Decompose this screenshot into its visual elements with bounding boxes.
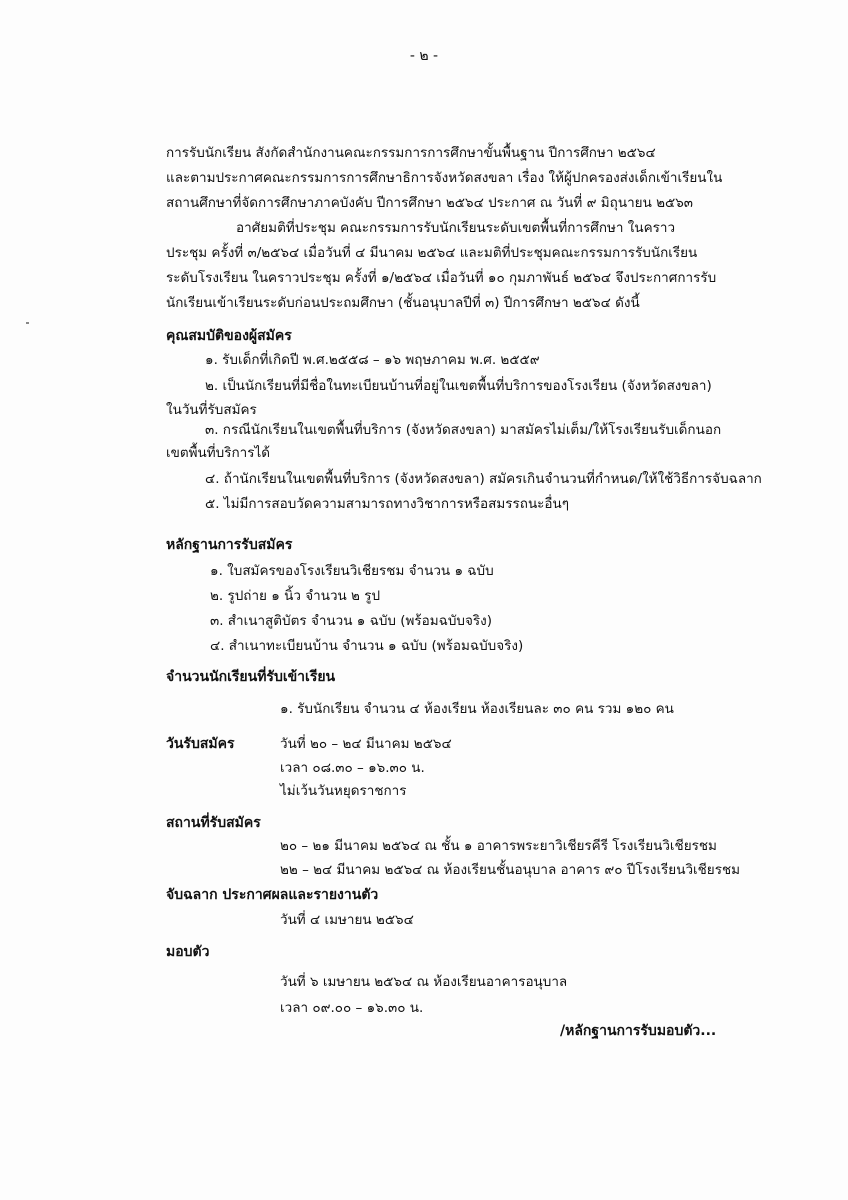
lottery-heading: จับฉลาก ประกาศผลและรายงานตัว [166,887,379,903]
registration-place-line-2: ๒๒ – ๒๔ มีนาคม ๒๕๖๔ ณ ห้องเรียนชั้นอนุบาล อาคาร ๙๐ ปีโรงเรียนวิเชียรชม [280,862,741,878]
qualification-item-3: ๓. กรณีนักเรียนในเขตพื้นที่บริการ (จังหวัดสงขลา) มาสมัครไม่เต็ม/ให้โรงเรียนรับเด็กนอก [205,422,722,438]
report-time: เวลา ๐๙.๐๐ – ๑๖.๓๐ น. [280,1000,424,1016]
intro-line-6: ระดับโรงเรียน ในคราวประชุม ครั้งที่ ๑/๒๕๖๔ เมื่อวันที่ ๑๐ กุมภาพันธ์ ๒๕๖๔ จึงประกาศการรับ [166,270,717,286]
intro-line-7: นักเรียนเข้าเรียนระดับก่อนประถมศึกษา (ชั้นอนุบาลปีที่ ๓) ปีการศึกษา ๒๕๖๔ ดังนี้ [166,295,640,311]
intro-line-4: อาศัยมติที่ประชุม คณะกรรมการรับนักเรียนระดับเขตพื้นที่การศึกษา ในคราว [236,220,676,236]
quota-item-1: ๑. รับนักเรียน จำนวน ๔ ห้องเรียน ห้องเรียนละ ๓๐ คน รวม ๑๒๐ คน [280,701,674,717]
scan-speck [26,322,29,324]
evidence-item-4: ๔. สำเนาทะเบียนบ้าน จำนวน ๑ ฉบับ (พร้อมฉบับจริง) [210,638,524,654]
intro-line-3: สถานศึกษาที่จัดการศึกษาภาคบังคับ ปีการศึกษา ๒๕๖๔ ประกาศ ณ วันที่ ๙ มิถุนายน ๒๕๖๓ [166,195,694,211]
qualification-item-3-cont: เขตพื้นที่บริการได้ [166,445,271,461]
qualifications-heading: คุณสมบัติของผู้สมัคร [166,328,292,344]
registration-place-heading: สถานที่รับสมัคร [166,815,261,831]
qualification-item-2-cont: ในวันที่รับสมัคร [166,402,257,418]
registration-dates-heading: วันรับสมัคร [166,736,235,752]
intro-line-5: ประชุม ครั้งที่ ๓/๒๕๖๔ เมื่อวันที่ ๔ มีนาคม ๒๕๖๔ และมติที่ประชุมคณะกรรมการรับนักเรียน [166,245,698,261]
qualification-item-2: ๒. เป็นนักเรียนที่มีชื่อในทะเบียนบ้านที่อยู่ในเขตพื้นที่บริการของโรงเรียน (จังหวัดสงขลา) [205,378,712,394]
quota-heading: จำนวนนักเรียนที่รับเข้าเรียน [166,669,336,685]
intro-line-1: การรับนักเรียน สังกัดสำนักงานคณะกรรมการการศึกษาขั้นพื้นฐาน ปีการศึกษา ๒๕๖๔ [166,145,656,161]
report-date: วันที่ ๖ เมษายน ๒๕๖๔ ณ ห้องเรียนอาคารอนุบาล [280,974,568,990]
qualification-item-4: ๔. ถ้านักเรียนในเขตพื้นที่บริการ (จังหวัดสงขลา) สมัครเกินจำนวนที่กำหนด/ให้ใช้วิธีการจับฉลาก [205,471,762,487]
registration-time: เวลา ๐๘.๓๐ – ๑๖.๓๐ น. [280,760,425,776]
evidence-item-2: ๒. รูปถ่าย ๑ นิ้ว จำนวน ๒ รูป [210,588,381,604]
registration-place-line-1: ๒๐ – ๒๑ มีนาคม ๒๕๖๔ ณ ชั้น ๑ อาคารพระยาวิเชียรคีรี โรงเรียนวิเชียรชม [280,838,717,854]
page-number: - ๒ - [409,48,439,64]
report-heading: มอบตัว [166,944,210,960]
qualification-item-5: ๕. ไม่มีการสอบวัดความสามารถทางวิชาการหรือสมรรถนะอื่นๆ [205,496,570,512]
registration-note: ไม่เว้นวันหยุดราชการ [280,783,407,799]
evidence-item-3: ๓. สำเนาสูติบัตร จำนวน ๑ ฉบับ (พร้อมฉบับจริง) [210,613,493,629]
intro-line-2: และตามประกาศคณะกรรมการการศึกษาธิการจังหวัดสงขลา เรื่อง ให้ผู้ปกครองส่งเด็กเข้าเรียนใน [166,170,723,186]
qualification-item-1: ๑. รับเด็กที่เกิดปี พ.ศ.๒๕๕๘ – ๑๖ พฤษภาคม พ.ศ. ๒๕๕๙ [205,352,540,368]
lottery-date: วันที่ ๔ เมษายน ๒๕๖๔ [280,912,414,928]
evidence-heading: หลักฐานการรับสมัคร [166,537,293,553]
registration-date: วันที่ ๒๐ – ๒๔ มีนาคม ๒๕๖๔ [280,736,452,752]
evidence-item-1: ๑. ใบสมัครของโรงเรียนวิเชียรชม จำนวน ๑ ฉบับ [210,563,494,579]
continuation-marker: /หลักฐานการรับมอบตัว... [560,1023,717,1039]
